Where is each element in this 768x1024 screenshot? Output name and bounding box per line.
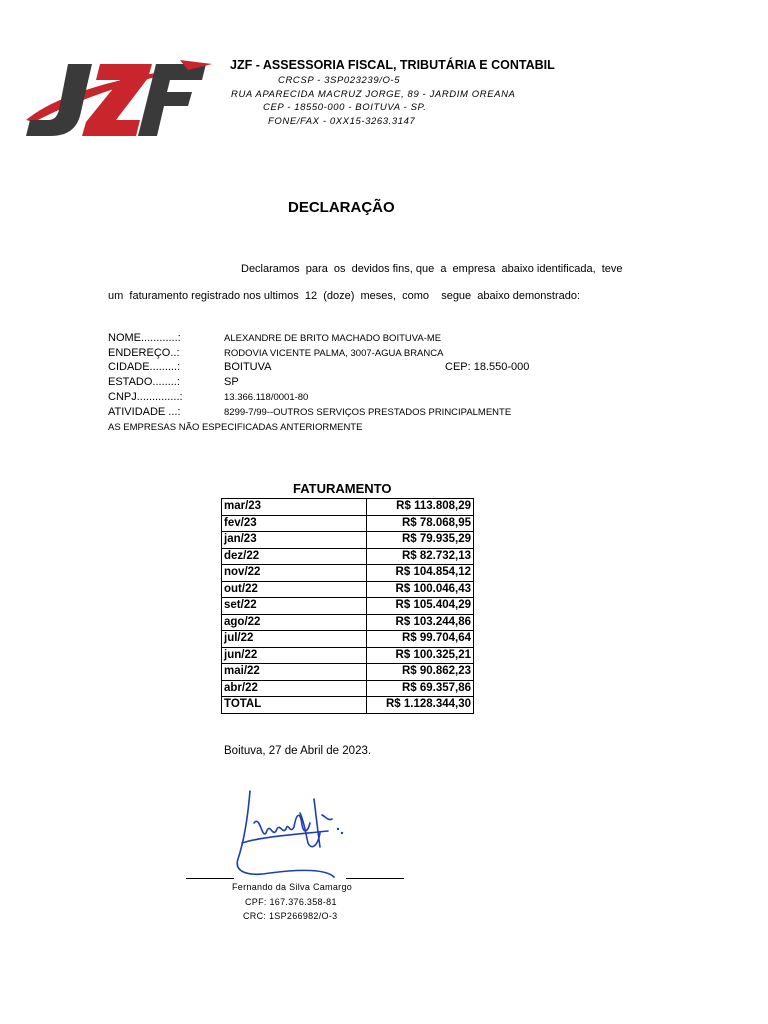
cnpj-value: 13.366.118/0001-80 bbox=[224, 392, 309, 403]
cidade-label: CIDADE.........: bbox=[108, 361, 181, 373]
company-phone: FONE/FAX - 0XX15-3263.3147 bbox=[268, 116, 416, 127]
table-row bbox=[222, 532, 474, 549]
faturamento-table bbox=[221, 498, 474, 714]
signature-line-left bbox=[186, 878, 234, 879]
table-row bbox=[222, 515, 474, 532]
atividade-value: 8299-7/99--OUTROS SERVIÇOS PRESTADOS PRINCIPALMENTE bbox=[224, 407, 512, 418]
value-cell: R$ 113.808,29 bbox=[367, 499, 474, 516]
table-row bbox=[222, 614, 474, 631]
month-cell: out/22 bbox=[222, 581, 367, 598]
table-row bbox=[222, 664, 474, 681]
page-title: DECLARAÇÃO bbox=[288, 199, 395, 216]
signatory-crc: CRC: 1SP266982/O-3 bbox=[243, 911, 338, 921]
value-cell: R$ 100.325,21 bbox=[367, 647, 474, 664]
table-row bbox=[222, 680, 474, 697]
declaration-line-1: Declaramos para os devidos fins, que a empresa abaixo identificada, teve bbox=[241, 263, 623, 275]
value-cell: R$ 104.854,12 bbox=[367, 565, 474, 582]
endereco-label: ENDEREÇO..: bbox=[108, 347, 180, 359]
cnpj-label: CNPJ..............: bbox=[108, 391, 183, 403]
atividade-continuation: AS EMPRESAS NÃO ESPECIFICADAS ANTERIORMENTE bbox=[108, 422, 363, 433]
atividade-label: ATIVIDADE ...: bbox=[108, 406, 181, 418]
total-label: TOTAL bbox=[222, 697, 367, 714]
value-cell: R$ 105.404,29 bbox=[367, 598, 474, 615]
table-row bbox=[222, 631, 474, 648]
table-row bbox=[222, 565, 474, 582]
value-cell: R$ 78.068,95 bbox=[367, 515, 474, 532]
estado-label: ESTADO........: bbox=[108, 376, 180, 388]
month-cell: fev/23 bbox=[222, 515, 367, 532]
month-cell: set/22 bbox=[222, 598, 367, 615]
month-cell: dez/22 bbox=[222, 548, 367, 565]
cep-value: CEP: 18.550-000 bbox=[445, 361, 530, 373]
month-cell: jun/22 bbox=[222, 647, 367, 664]
signatory-name: Fernando da Silva Camargo bbox=[232, 882, 353, 892]
nome-label: NOME............: bbox=[108, 332, 181, 344]
value-cell: R$ 79.935,29 bbox=[367, 532, 474, 549]
estado-value: SP bbox=[224, 376, 239, 388]
table-row bbox=[222, 499, 474, 516]
cidade-value: BOITUVA bbox=[224, 361, 272, 373]
company-cep-city: CEP - 18550-000 - BOITUVA - SP. bbox=[263, 102, 427, 113]
month-cell: jul/22 bbox=[222, 631, 367, 648]
company-name: JZF - ASSESSORIA FISCAL, TRIBUTÁRIA E CONTABIL bbox=[230, 58, 555, 72]
endereco-value: RODOVIA VICENTE PALMA, 3007-AGUA BRANCA bbox=[224, 348, 444, 359]
month-cell: jan/23 bbox=[222, 532, 367, 549]
value-cell: R$ 82.732,13 bbox=[367, 548, 474, 565]
table-row bbox=[222, 548, 474, 565]
table-row bbox=[222, 647, 474, 664]
declaration-line-2: um faturamento registrado nos ultimos 12 (doze) meses, como segue abaixo demonstrado: bbox=[108, 290, 581, 302]
jzf-logo bbox=[20, 56, 212, 140]
company-address: RUA APARECIDA MACRUZ JORGE, 89 - JARDIM OREANA bbox=[231, 89, 516, 100]
crcsp-number: CRCSP - 3SP023239/O-5 bbox=[278, 75, 401, 86]
month-cell: abr/22 bbox=[222, 680, 367, 697]
value-cell: R$ 90.862,23 bbox=[367, 664, 474, 681]
faturamento-title: FATURAMENTO bbox=[293, 481, 392, 496]
table-row bbox=[222, 598, 474, 615]
month-cell: mar/23 bbox=[222, 499, 367, 516]
month-cell: mai/22 bbox=[222, 664, 367, 681]
total-value: R$ 1.128.344,30 bbox=[367, 697, 474, 714]
place-date: Boituva, 27 de Abril de 2023. bbox=[224, 745, 372, 757]
value-cell: R$ 100.046,43 bbox=[367, 581, 474, 598]
value-cell: R$ 69.357,86 bbox=[367, 680, 474, 697]
signatory-cpf: CPF: 167.376.358-81 bbox=[245, 897, 337, 907]
value-cell: R$ 103.244,86 bbox=[367, 614, 474, 631]
handwritten-signature bbox=[230, 785, 360, 885]
value-cell: R$ 99.704,64 bbox=[367, 631, 474, 648]
total-row bbox=[222, 697, 474, 714]
month-cell: nov/22 bbox=[222, 565, 367, 582]
table-row bbox=[222, 581, 474, 598]
nome-value: ALEXANDRE DE BRITO MACHADO BOITUVA-ME bbox=[224, 333, 442, 344]
month-cell: ago/22 bbox=[222, 614, 367, 631]
signature-line-right bbox=[346, 878, 404, 879]
